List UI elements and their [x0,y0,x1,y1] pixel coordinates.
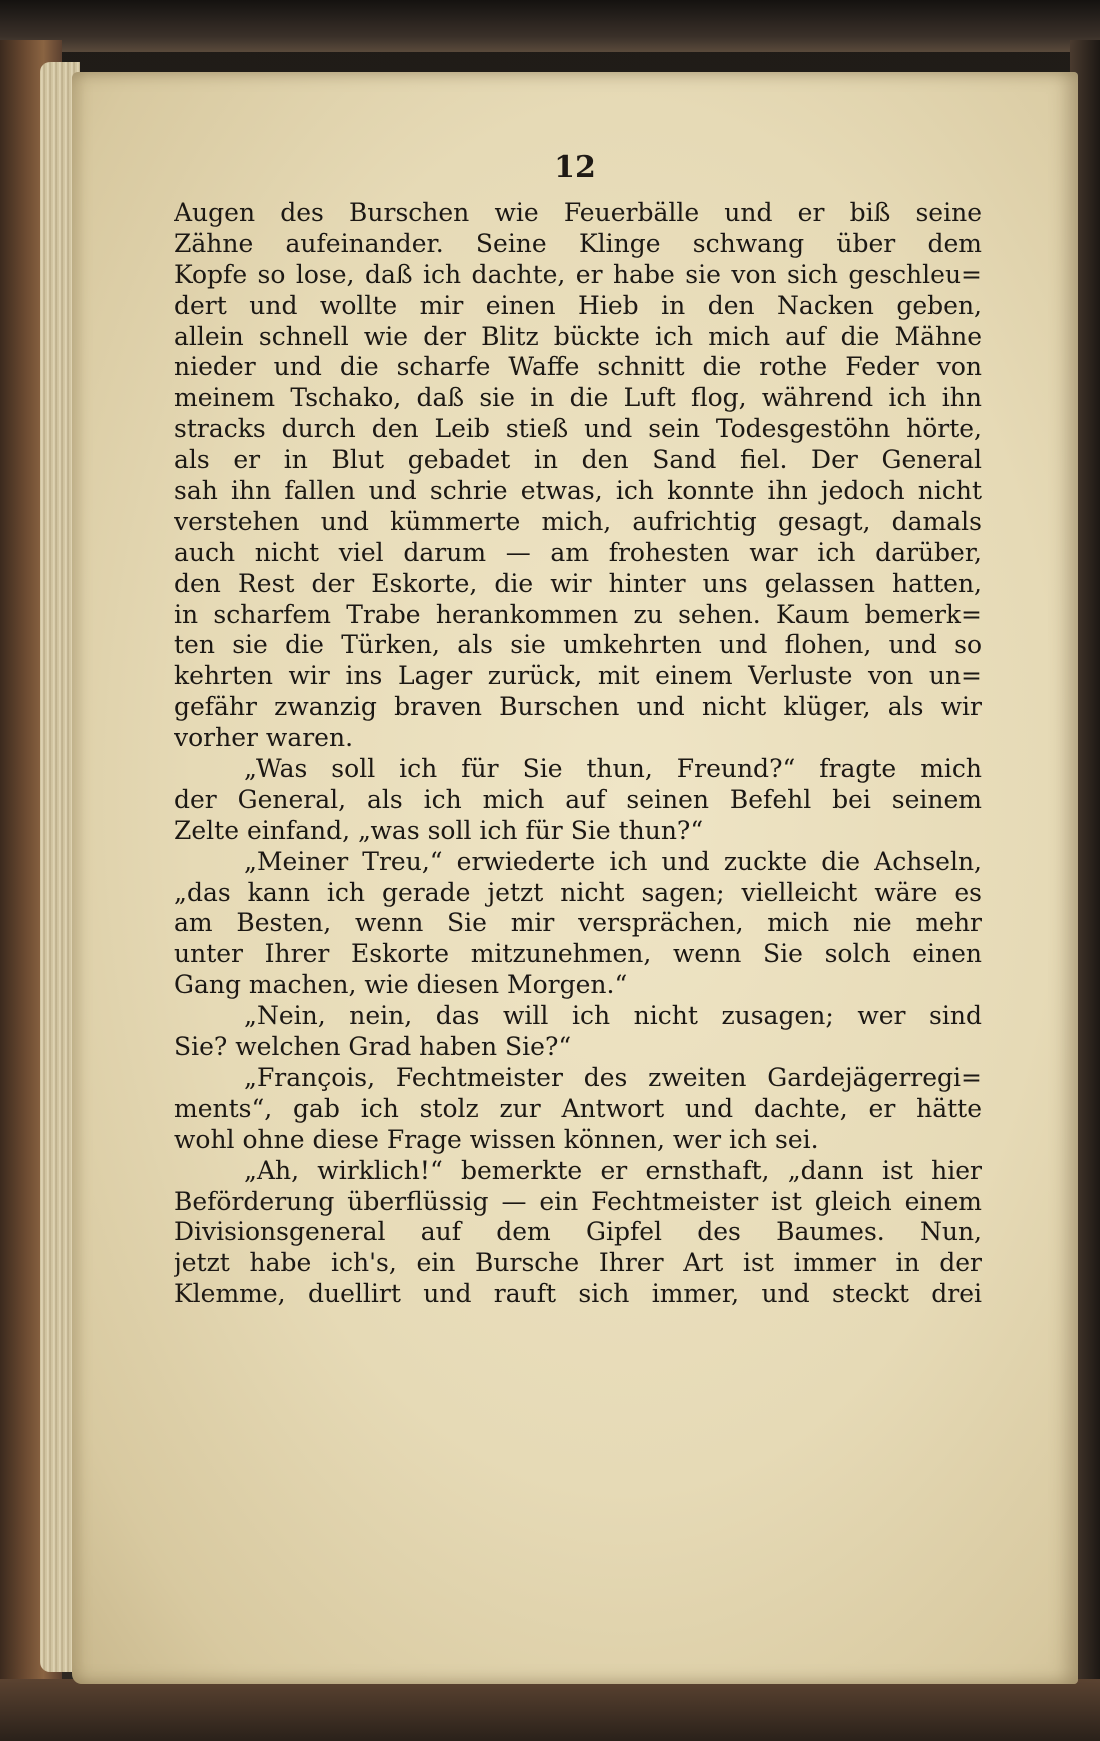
text-line: am Besten, wenn Sie mir versprächen, mich nie mehr [174,908,982,938]
text-line: kehrten wir ins Lager zurück, mit einem Verluste von un= [174,661,982,691]
page-number: 12 [554,150,596,185]
text-line: „das kann ich gerade jetzt nicht sagen; vielleicht wäre es [174,877,982,907]
text-line: Kopfe so lose, daß ich dachte, er habe sie von sich geschleu= [174,259,982,289]
text-line: Divisionsgeneral auf dem Gipfel des Baumes. Nun, [174,1217,982,1247]
text-line: „Ah, wirklich!“ bemerkte er ernsthaft, „dann ist hier [244,1155,982,1185]
text-line: Augen des Burschen wie Feuerbälle und er biß seine [174,198,982,227]
text-line: Sie? welchen Grad haben Sie?“ [174,1032,572,1062]
book-top-edge [0,0,1100,52]
text-line: meinem Tschako, daß sie in die Luft flog, während ich ihn [174,383,982,413]
text-line: „Nein, nein, das will ich nicht zusagen; wer sind [244,1001,982,1031]
text-line: „François, Fechtmeister des zweiten Gardejägerregi= [244,1062,982,1092]
text-line: allein schnell wie der Blitz bückte ich mich auf die Mähne [174,321,982,351]
text-line: Zähne aufeinander. Seine Klinge schwang über dem [174,228,982,258]
text-line: stracks durch den Leib stieß und sein Todesgestöhn hörte, [174,414,982,444]
text-line: „Meiner Treu,“ erwiederte ich und zuckte die Achseln, [244,846,982,876]
text-line: nieder und die scharfe Waffe schnitt die rothe Feder von [174,352,982,382]
text-line: ments“, gab ich stolz zur Antwort und dachte, er hätte [174,1093,982,1123]
text-line: ten sie die Türken, als sie umkehrten und flohen, und so [174,630,982,660]
text-line: den Rest der Eskorte, die wir hinter uns gelassen hatten, [174,568,982,598]
text-line: in scharfem Trabe herankommen zu sehen. Kaum bemerk= [174,599,982,629]
text-line: wohl ohne diese Frage wissen können, wer ich sei. [174,1124,819,1154]
text-line: vorher waren. [174,723,354,753]
text-line: „Was soll ich für Sie thun, Freund?“ fragte mich [244,754,982,784]
text-line: auch nicht viel darum — am frohesten war ich darüber, [174,537,982,567]
text-line: sah ihn fallen und schrie etwas, ich konnte ihn jedoch nicht [174,476,982,506]
body-text [174,198,982,1310]
text-line: gefähr zwanzig braven Burschen und nicht klüger, als wir [174,692,982,722]
text-line: Beförderung überflüssig — ein Fechtmeister ist gleich einem [174,1186,982,1216]
text-line: als er in Blut gebadet in den Sand fiel. Der General [174,445,982,475]
text-line: jetzt habe ich's, ein Bursche Ihrer Art ist immer in der [174,1248,982,1278]
leather-cover-bottom [0,1679,1100,1741]
text-line: der General, als ich mich auf seinen Befehl bei seinem [174,784,982,814]
text-line: verstehen und kümmerte mich, aufrichtig gesagt, damals [174,506,982,536]
text-line: dert und wollte mir einen Hieb in den Nacken geben, [174,290,982,320]
text-line: Zelte einfand, „was soll ich für Sie thun?“ [174,815,704,845]
text-line: unter Ihrer Eskorte mitzunehmen, wenn Sie solch einen [174,939,982,969]
text-line: Klemme, duellirt und rauft sich immer, und steckt drei [174,1279,982,1309]
text-line: Gang machen, wie diesen Morgen.“ [174,970,628,1000]
book-page [72,72,1078,1684]
